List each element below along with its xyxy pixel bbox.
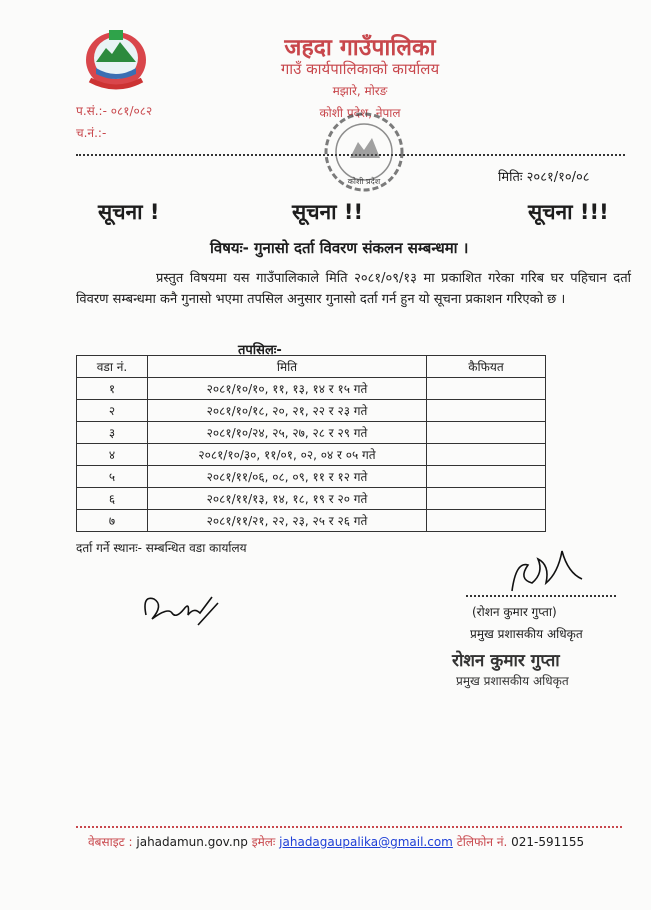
remarks-cell [427,510,546,532]
column-header-remarks: कैफियत [427,356,546,378]
table-row [77,422,546,444]
office-name: जहदा गाउँपालिका [284,35,436,61]
notice-body: प्रस्तुत विषयमा यस गाउँपालिकाले मिति २०८१/०९/१३ मा प्रकाशित गरेका गरिब घर पहिचान दर्ता विवरण सम्बन्धमा कनै गुनासो भएमा तपसिल अनुसार गुनासो दर्ता गर्न हुन यो सूचना प्रकाशन गरिएको छ । [76,271,631,307]
stamp-text: कोशी प्रदेश [347,177,381,186]
table-row [77,466,546,488]
table-header-row [77,356,546,378]
footer-contact [88,833,628,850]
table-row [77,510,546,532]
patra-sankhya: प.सं.:- ०८१/०८२ [76,104,153,118]
nepal-emblem-logo [76,24,156,92]
remarks-cell [427,466,546,488]
email-label: इमेलः [251,835,276,849]
title-stamp: प्रमुख प्रशासकीय अधिकृत [456,674,569,688]
remarks-cell [427,422,546,444]
ward-cell: ६ [77,488,148,510]
website-label: वेबसाइट : [88,835,133,849]
chalani-number: च.नं.:- [76,126,107,140]
email-link[interactable]: jahadagaupalika@gmail.com [279,835,453,849]
phone-label: टेलिफोन नं. [456,835,508,849]
issue-date: मितिः २०८१/१०/०८ [498,170,590,185]
table-row [77,444,546,466]
website-link[interactable]: jahadamun.gov.np [136,835,248,849]
date-cell: २०८१/११/२१, २२, २३, २५ र २६ गते [148,510,427,532]
column-header-date: मिति [148,356,427,378]
table-row [77,378,546,400]
ward-cell: ३ [77,422,148,444]
handwritten-signature-right [498,543,594,601]
table-row [77,488,546,510]
phone-number: 021-591155 [511,835,585,849]
remarks-cell [427,488,546,510]
signature-line [466,595,616,597]
date-cell: २०८१/१०/१०, ११, १३, १४ र १५ गते [148,378,427,400]
date-cell: २०८१/११/०६, ०८, ०९, ११ र १२ गते [148,466,427,488]
footer-divider [76,826,622,828]
table-row [77,400,546,422]
remarks-cell [427,444,546,466]
office-subtitle: गाउँ कार्यपालिकाको कार्यालय [280,60,440,78]
notice-heading-left: सूचना ! [98,200,160,224]
date-cell: २०८१/१०/३०, ११/०१, ०२, ०४ र ०५ गते [148,444,427,466]
ward-cell: ५ [77,466,148,488]
tapasil-label: तपसिलः- [238,343,282,358]
ward-cell: ७ [77,510,148,532]
officer-title: प्रमुख प्रशासकीय अधिकृत [470,627,583,641]
column-header-ward: वडा नं. [77,356,148,378]
officer-name: (रोशन कुमार गुप्ता) [472,605,557,619]
ward-cell: २ [77,400,148,422]
ward-schedule-table [76,355,546,532]
name-stamp: रोशन कुमार गुप्ता [452,651,560,671]
notice-heading-right: सूचना !!! [528,200,609,224]
ward-cell: ४ [77,444,148,466]
date-cell: २०८१/१०/२४, २५, २७, २८ र २९ गते [148,422,427,444]
ward-cell: १ [77,378,148,400]
address-line-1: मझारे, मोरङ [332,84,388,98]
date-cell: २०८१/११/१३, १४, १८, १९ र २० गते [148,488,427,510]
registration-place: दर्ता गर्ने स्थानः- सम्बन्धित वडा कार्यालय [76,541,247,555]
date-cell: २०८१/१०/१८, २०, २१, २२ र २३ गते [148,400,427,422]
remarks-cell [427,378,546,400]
handwritten-signature-left [138,585,228,633]
subject-line: विषयः- गुनासो दर्ता विवरण संकलन सम्बन्धमा । [210,239,469,257]
notice-heading-center: सूचना !! [292,200,364,224]
remarks-cell [427,400,546,422]
office-stamp [320,108,408,196]
address-line-2: कोशी प्रदेश, नेपाल [319,106,401,120]
